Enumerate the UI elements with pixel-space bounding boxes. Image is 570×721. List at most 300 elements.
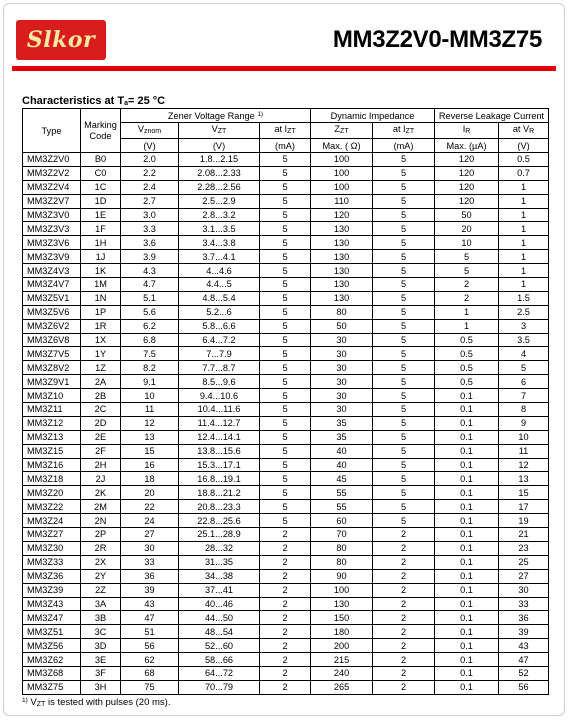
cell-type: MM3Z6V2 — [23, 319, 81, 333]
cell-at-izt: 5 — [373, 486, 435, 500]
cell-ir: 120 — [435, 153, 499, 167]
cell-at-vr: 9 — [499, 416, 549, 430]
cell-at-vr: 6 — [499, 375, 549, 389]
cell-at-izt: 5 — [373, 264, 435, 278]
cell-type: MM3Z68 — [23, 666, 81, 680]
cell-type: MM3Z4V7 — [23, 278, 81, 292]
table-row — [23, 153, 549, 167]
cell-type: MM3Z2V2 — [23, 166, 81, 180]
cell-zzt: 130 — [311, 236, 373, 250]
unit-cell: (mA) — [373, 139, 435, 153]
cell-zzt: 30 — [311, 347, 373, 361]
cell-at-izt: 2 — [373, 569, 435, 583]
cell-marking-code: 1J — [81, 250, 121, 264]
cell-at-vr: 21 — [499, 528, 549, 542]
cell-at-vr: 30 — [499, 583, 549, 597]
cell-at-vr: 1 — [499, 180, 549, 194]
table-row — [23, 375, 549, 389]
footnote-mark: 1) — [22, 697, 28, 704]
cell-at-vr: 19 — [499, 514, 549, 528]
cell-at-izt: 5 — [373, 514, 435, 528]
cell-at-vr: 0.5 — [499, 153, 549, 167]
cell-type: MM3Z9V1 — [23, 375, 81, 389]
cell-vzt: 58...66 — [179, 653, 260, 667]
cell-at-izt: 5 — [260, 430, 311, 444]
cell-at-vr: 39 — [499, 625, 549, 639]
cell-marking-code: 3D — [81, 639, 121, 653]
header-vzt — [179, 123, 260, 139]
cell-zzt: 35 — [311, 430, 373, 444]
caption-condition: = 25 °C — [128, 95, 166, 107]
cell-ir: 2 — [435, 291, 499, 305]
cell-at-vr: 1 — [499, 208, 549, 222]
cell-ir: 0.1 — [435, 458, 499, 472]
cell-vznom: 6.8 — [121, 333, 179, 347]
cell-at-vr: 1 — [499, 222, 549, 236]
cell-type: MM3Z2V4 — [23, 180, 81, 194]
cell-marking-code: 1K — [81, 264, 121, 278]
cell-vznom: 3.6 — [121, 236, 179, 250]
cell-at-izt: 5 — [260, 361, 311, 375]
cell-zzt: 150 — [311, 611, 373, 625]
cell-at-izt: 2 — [373, 611, 435, 625]
cell-ir: 0.1 — [435, 597, 499, 611]
cell-at-izt: 5 — [260, 500, 311, 514]
cell-ir: 1 — [435, 319, 499, 333]
cell-vzt: 52...60 — [179, 639, 260, 653]
cell-ir: 0.5 — [435, 361, 499, 375]
cell-at-izt: 5 — [260, 194, 311, 208]
cell-type: MM3Z3V6 — [23, 236, 81, 250]
cell-at-izt: 5 — [260, 458, 311, 472]
cell-at-vr: 3.5 — [499, 333, 549, 347]
cell-zzt: 30 — [311, 375, 373, 389]
cell-zzt: 130 — [311, 250, 373, 264]
cell-at-izt: 5 — [373, 333, 435, 347]
cell-zzt: 130 — [311, 597, 373, 611]
cell-at-izt: 5 — [260, 486, 311, 500]
cell-at-vr: 56 — [499, 680, 549, 694]
cell-at-izt: 5 — [260, 236, 311, 250]
cell-at-izt: 2 — [260, 639, 311, 653]
table-row — [23, 194, 549, 208]
cell-ir: 0.5 — [435, 375, 499, 389]
table-row — [23, 403, 549, 417]
cell-at-izt: 5 — [260, 333, 311, 347]
cell-vzt: 3.1...3.5 — [179, 222, 260, 236]
table-row — [23, 222, 549, 236]
table-row — [23, 680, 549, 694]
cell-vznom: 30 — [121, 541, 179, 555]
cell-marking-code: 3B — [81, 611, 121, 625]
cell-at-vr: 13 — [499, 472, 549, 486]
cell-vzt: 64...72 — [179, 666, 260, 680]
cell-marking-code: 2Y — [81, 569, 121, 583]
zener-group-label: Zener Voltage Range — [167, 111, 255, 121]
cell-vzt: 28...32 — [179, 541, 260, 555]
cell-at-vr: 3 — [499, 319, 549, 333]
cell-at-vr: 23 — [499, 541, 549, 555]
cell-vzt: 4.4...5 — [179, 278, 260, 292]
cell-zzt: 60 — [311, 514, 373, 528]
cell-marking-code: 1N — [81, 291, 121, 305]
cell-vznom: 47 — [121, 611, 179, 625]
cell-marking-code: 2R — [81, 541, 121, 555]
table-row — [23, 625, 549, 639]
cell-at-izt: 5 — [373, 291, 435, 305]
cell-at-izt: 5 — [260, 180, 311, 194]
cell-ir: 0.1 — [435, 403, 499, 417]
cell-type: MM3Z8V2 — [23, 361, 81, 375]
cell-marking-code: 3E — [81, 653, 121, 667]
cell-zzt: 200 — [311, 639, 373, 653]
cell-marking-code: 1E — [81, 208, 121, 222]
cell-ir: 0.1 — [435, 569, 499, 583]
caption-subscript: a — [124, 100, 129, 107]
cell-vznom: 5.1 — [121, 291, 179, 305]
cell-at-izt: 5 — [373, 458, 435, 472]
header-dynamic-impedance: Dynamic Impedance — [311, 109, 435, 123]
cell-type: MM3Z36 — [23, 569, 81, 583]
brand-logo — [16, 20, 106, 60]
table-row — [23, 208, 549, 222]
cell-vzt: 3.4...3.8 — [179, 236, 260, 250]
cell-zzt: 40 — [311, 444, 373, 458]
cell-at-izt: 2 — [260, 569, 311, 583]
cell-vzt: 2.5...2.9 — [179, 194, 260, 208]
cell-at-izt: 2 — [260, 541, 311, 555]
header-at-izt-2 — [373, 123, 435, 139]
at-izt-1-sub: ZT — [287, 128, 296, 135]
cell-type: MM3Z62 — [23, 653, 81, 667]
cell-vznom: 12 — [121, 416, 179, 430]
header-marking-code: Marking Code — [81, 109, 121, 153]
cell-at-vr: 4 — [499, 347, 549, 361]
table-row — [23, 305, 549, 319]
cell-at-vr: 7 — [499, 389, 549, 403]
cell-vznom: 56 — [121, 639, 179, 653]
at-vr-sub: R — [529, 128, 535, 135]
cell-zzt: 80 — [311, 541, 373, 555]
table-row — [23, 541, 549, 555]
cell-at-izt: 2 — [373, 653, 435, 667]
cell-ir: 0.1 — [435, 639, 499, 653]
cell-at-izt: 2 — [260, 555, 311, 569]
cell-at-vr: 8 — [499, 403, 549, 417]
cell-at-izt: 5 — [260, 291, 311, 305]
cell-marking-code: 1C — [81, 180, 121, 194]
cell-ir: 0.1 — [435, 583, 499, 597]
cell-type: MM3Z18 — [23, 472, 81, 486]
cell-type: MM3Z4V3 — [23, 264, 81, 278]
cell-marking-code: 1P — [81, 305, 121, 319]
unit-cell: (V) — [121, 139, 179, 153]
cell-vzt: 12.4...14.1 — [179, 430, 260, 444]
cell-vzt: 4.8...5.4 — [179, 291, 260, 305]
cell-marking-code: 1M — [81, 278, 121, 292]
cell-type: MM3Z5V6 — [23, 305, 81, 319]
cell-at-vr: 33 — [499, 597, 549, 611]
cell-vzt: 34...38 — [179, 569, 260, 583]
zzt-label: Z — [334, 124, 341, 134]
cell-at-izt: 5 — [260, 514, 311, 528]
cell-ir: 5 — [435, 250, 499, 264]
cell-at-izt: 5 — [260, 305, 311, 319]
cell-at-vr: 0.7 — [499, 166, 549, 180]
cell-vzt: 7...7.9 — [179, 347, 260, 361]
cell-vznom: 20 — [121, 486, 179, 500]
cell-marking-code: B0 — [81, 153, 121, 167]
cell-marking-code: 2P — [81, 528, 121, 542]
zener-group-note: 1) — [257, 111, 264, 118]
cell-at-izt: 5 — [260, 416, 311, 430]
cell-at-izt: 2 — [260, 680, 311, 694]
cell-vzt: 37...41 — [179, 583, 260, 597]
cell-at-izt: 2 — [260, 611, 311, 625]
cell-vznom: 2.0 — [121, 153, 179, 167]
cell-vzt: 7.7...8.7 — [179, 361, 260, 375]
cell-zzt: 265 — [311, 680, 373, 694]
table-body — [23, 153, 549, 695]
cell-vznom: 6.2 — [121, 319, 179, 333]
cell-marking-code: 1F — [81, 222, 121, 236]
cell-at-izt: 5 — [260, 389, 311, 403]
table-row — [23, 514, 549, 528]
cell-at-vr: 1 — [499, 278, 549, 292]
cell-ir: 0.1 — [435, 541, 499, 555]
cell-marking-code: 2Z — [81, 583, 121, 597]
cell-vznom: 11 — [121, 403, 179, 417]
cell-at-vr: 52 — [499, 666, 549, 680]
cell-ir: 0.1 — [435, 528, 499, 542]
cell-type: MM3Z47 — [23, 611, 81, 625]
cell-type: MM3Z15 — [23, 444, 81, 458]
cell-ir: 0.1 — [435, 486, 499, 500]
header-zzt — [311, 123, 373, 139]
header-vznom — [121, 123, 179, 139]
cell-at-izt: 2 — [373, 555, 435, 569]
cell-marking-code: 2H — [81, 458, 121, 472]
cell-vznom: 8.2 — [121, 361, 179, 375]
cell-at-vr: 1 — [499, 264, 549, 278]
cell-at-izt: 2 — [373, 541, 435, 555]
cell-at-izt: 5 — [373, 153, 435, 167]
table-row — [23, 569, 549, 583]
cell-marking-code: 2C — [81, 403, 121, 417]
cell-at-izt: 5 — [373, 361, 435, 375]
cell-type: MM3Z16 — [23, 458, 81, 472]
cell-at-izt: 5 — [260, 166, 311, 180]
cell-at-vr: 43 — [499, 639, 549, 653]
cell-zzt: 110 — [311, 194, 373, 208]
cell-vznom: 62 — [121, 653, 179, 667]
cell-at-vr: 25 — [499, 555, 549, 569]
cell-zzt: 55 — [311, 500, 373, 514]
cell-vznom: 51 — [121, 625, 179, 639]
table-row — [23, 666, 549, 680]
cell-zzt: 180 — [311, 625, 373, 639]
cell-vznom: 2.7 — [121, 194, 179, 208]
cell-at-izt: 5 — [260, 250, 311, 264]
cell-at-izt: 5 — [373, 305, 435, 319]
cell-zzt: 100 — [311, 180, 373, 194]
cell-vzt: 20.8...23.3 — [179, 500, 260, 514]
cell-at-izt: 2 — [260, 528, 311, 542]
cell-vznom: 3.9 — [121, 250, 179, 264]
table-row — [23, 389, 549, 403]
cell-at-vr: 5 — [499, 361, 549, 375]
cell-at-izt: 2 — [260, 653, 311, 667]
cell-vzt: 3.7...4.1 — [179, 250, 260, 264]
unit-cell: Max. ( Ω) — [311, 139, 373, 153]
cell-marking-code: 2N — [81, 514, 121, 528]
cell-at-izt: 2 — [373, 680, 435, 694]
cell-type: MM3Z51 — [23, 625, 81, 639]
table-row — [23, 278, 549, 292]
cell-vznom: 36 — [121, 569, 179, 583]
header-at-vr — [499, 123, 549, 139]
cell-at-izt: 2 — [260, 625, 311, 639]
cell-at-izt: 5 — [373, 250, 435, 264]
at-izt-2-label: at I — [392, 124, 406, 134]
table-row — [23, 583, 549, 597]
ir-label: I — [462, 124, 466, 134]
cell-type: MM3Z43 — [23, 597, 81, 611]
vznom-label: V — [137, 124, 144, 134]
cell-zzt: 45 — [311, 472, 373, 486]
cell-at-izt: 5 — [260, 403, 311, 417]
cell-at-izt: 2 — [260, 666, 311, 680]
cell-vznom: 27 — [121, 528, 179, 542]
unit-cell: (V) — [179, 139, 260, 153]
cell-at-izt: 5 — [373, 375, 435, 389]
cell-at-izt: 2 — [373, 639, 435, 653]
cell-type: MM3Z10 — [23, 389, 81, 403]
table-row — [23, 653, 549, 667]
unit-cell: (V) — [499, 139, 549, 153]
cell-ir: 0.1 — [435, 389, 499, 403]
cell-at-vr: 1.5 — [499, 291, 549, 305]
cell-vznom: 39 — [121, 583, 179, 597]
cell-marking-code: 1Z — [81, 361, 121, 375]
cell-marking-code: 2J — [81, 472, 121, 486]
cell-at-izt: 5 — [373, 389, 435, 403]
cell-at-izt: 5 — [373, 194, 435, 208]
cell-at-izt: 5 — [260, 472, 311, 486]
cell-at-izt: 5 — [260, 222, 311, 236]
table-row — [23, 430, 549, 444]
cell-vznom: 4.7 — [121, 278, 179, 292]
cell-marking-code: 2M — [81, 500, 121, 514]
cell-vznom: 7.5 — [121, 347, 179, 361]
unit-cell: (mA) — [260, 139, 311, 153]
cell-ir: 0.1 — [435, 653, 499, 667]
cell-ir: 0.1 — [435, 555, 499, 569]
cell-at-vr: 27 — [499, 569, 549, 583]
cell-zzt: 130 — [311, 278, 373, 292]
cell-type: MM3Z39 — [23, 583, 81, 597]
cell-at-izt: 2 — [373, 528, 435, 542]
cell-ir: 5 — [435, 264, 499, 278]
cell-type: MM3Z2V7 — [23, 194, 81, 208]
cell-zzt: 120 — [311, 208, 373, 222]
cell-at-vr: 12 — [499, 458, 549, 472]
cell-ir: 2 — [435, 278, 499, 292]
cell-at-izt: 5 — [373, 180, 435, 194]
table-row — [23, 180, 549, 194]
cell-ir: 0.5 — [435, 347, 499, 361]
cell-zzt: 80 — [311, 305, 373, 319]
cell-marking-code: 1R — [81, 319, 121, 333]
cell-vzt: 16.8...19.1 — [179, 472, 260, 486]
cell-vznom: 24 — [121, 514, 179, 528]
cell-marking-code: 1H — [81, 236, 121, 250]
cell-type: MM3Z22 — [23, 500, 81, 514]
unit-cell: Max. (µA) — [435, 139, 499, 153]
footnote-symbol: V — [27, 697, 37, 708]
cell-ir: 1 — [435, 305, 499, 319]
cell-type: MM3Z7V5 — [23, 347, 81, 361]
cell-type: MM3Z24 — [23, 514, 81, 528]
cell-vzt: 5.8...6.6 — [179, 319, 260, 333]
cell-zzt: 70 — [311, 528, 373, 542]
cell-zzt: 30 — [311, 333, 373, 347]
cell-type: MM3Z5V1 — [23, 291, 81, 305]
cell-type: MM3Z56 — [23, 639, 81, 653]
table-row — [23, 347, 549, 361]
cell-vzt: 5.2...6 — [179, 305, 260, 319]
cell-at-vr: 1 — [499, 250, 549, 264]
cell-type: MM3Z75 — [23, 680, 81, 694]
cell-ir: 0.5 — [435, 333, 499, 347]
cell-zzt: 100 — [311, 153, 373, 167]
cell-type: MM3Z3V3 — [23, 222, 81, 236]
cell-zzt: 90 — [311, 569, 373, 583]
vznom-sub: znom — [144, 128, 162, 135]
cell-ir: 20 — [435, 222, 499, 236]
cell-at-izt: 5 — [373, 278, 435, 292]
cell-at-izt: 5 — [260, 153, 311, 167]
cell-vznom: 2.4 — [121, 180, 179, 194]
cell-at-izt: 5 — [260, 278, 311, 292]
cell-type: MM3Z13 — [23, 430, 81, 444]
cell-ir: 0.1 — [435, 680, 499, 694]
table-row — [23, 555, 549, 569]
cell-marking-code: 3H — [81, 680, 121, 694]
cell-at-izt: 5 — [373, 236, 435, 250]
caption-text: Characteristics at T — [22, 95, 125, 107]
cell-vzt: 8.5...9.6 — [179, 375, 260, 389]
cell-vznom: 16 — [121, 458, 179, 472]
cell-type: MM3Z6V8 — [23, 333, 81, 347]
cell-vzt: 11.4...12.7 — [179, 416, 260, 430]
cell-ir: 0.1 — [435, 666, 499, 680]
header-ir — [435, 123, 499, 139]
cell-at-izt: 5 — [373, 500, 435, 514]
cell-zzt: 40 — [311, 458, 373, 472]
cell-vzt: 6.4...7.2 — [179, 333, 260, 347]
header-reverse-leakage: Reverse Leakage Current — [435, 109, 549, 123]
cell-zzt: 30 — [311, 389, 373, 403]
cell-at-izt: 5 — [373, 444, 435, 458]
cell-vzt: 10.4...11.6 — [179, 403, 260, 417]
at-izt-1-label: at I — [274, 124, 288, 134]
cell-vzt: 18.8...21.2 — [179, 486, 260, 500]
cell-at-vr: 2.5 — [499, 305, 549, 319]
cell-marking-code: 3F — [81, 666, 121, 680]
cell-at-izt: 5 — [260, 347, 311, 361]
cell-at-izt: 5 — [373, 416, 435, 430]
